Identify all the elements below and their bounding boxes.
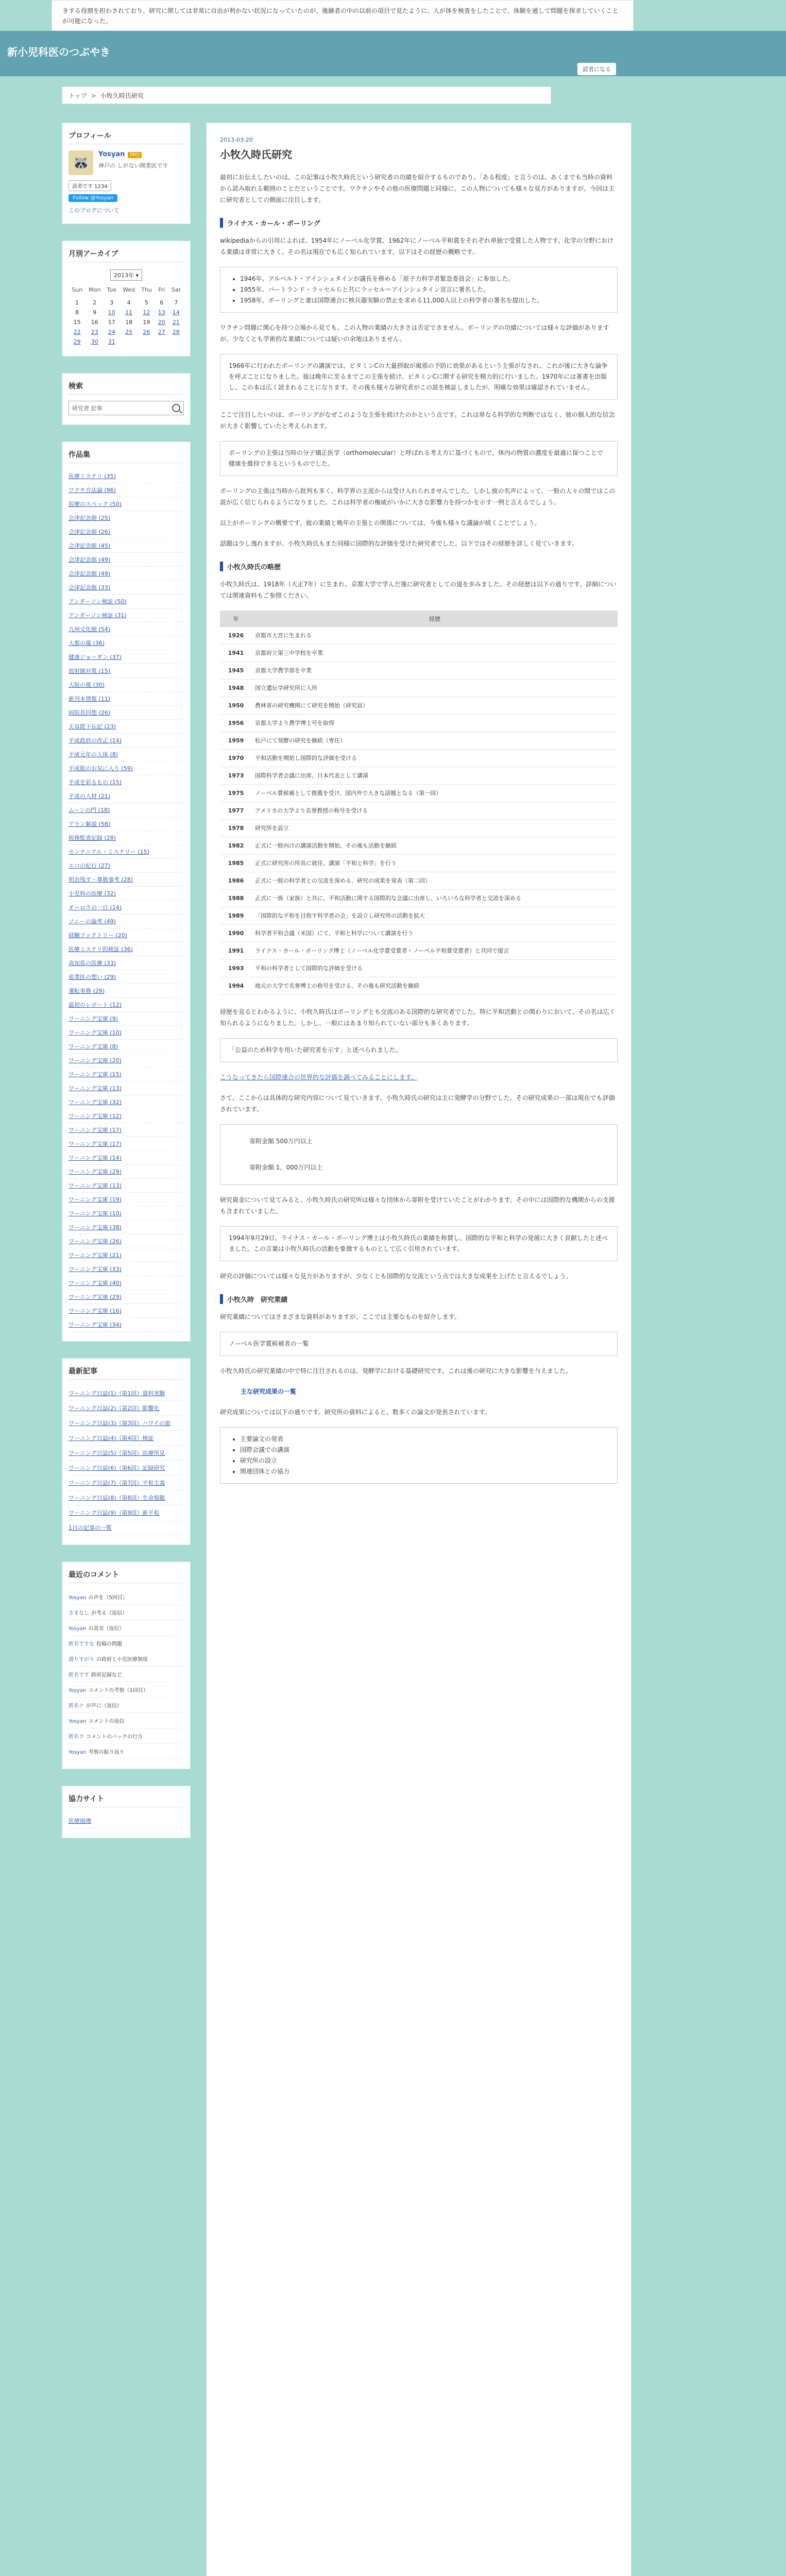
category-item[interactable]: 新刊本情報 (11)	[69, 692, 184, 706]
calendar-day[interactable]: 19	[143, 319, 150, 326]
table-row	[220, 680, 618, 697]
category-item[interactable]: ワーニング宝庫 (17)	[69, 1123, 184, 1137]
category-item[interactable]: 医療ミステリ的検証 (36)	[69, 942, 184, 956]
breadcrumb	[62, 87, 551, 104]
calendar-day[interactable]: 12	[143, 309, 150, 316]
category-list	[69, 469, 184, 1332]
comment-item	[69, 1713, 184, 1728]
paragraph: さて、ここからは具体的な研究内容について見ていきます。小牧久時氏の研究は主に発酵学の分野でした。その研究成果の一部は現在でも評価されています。	[220, 1094, 615, 1113]
table-row	[220, 872, 618, 890]
category-item[interactable]: 税務監査記録 (28)	[69, 831, 184, 845]
comment-author[interactable]: 匿名ナ	[69, 1703, 84, 1709]
calendar-day[interactable]: 11	[125, 309, 133, 316]
calendar-day[interactable]: 14	[172, 309, 180, 316]
support-box	[62, 1786, 191, 1838]
year-cell: 1950	[220, 697, 252, 715]
calendar-day[interactable]: 20	[158, 319, 165, 326]
comment-item	[69, 1589, 184, 1605]
comment-author[interactable]: Yosyan	[69, 1719, 87, 1724]
calendar-day[interactable]: 1	[75, 299, 79, 306]
paragraph: ワクチン問題に関心を持つ立場から見ても、この人物の業績の大きさは否定できません。ポーリングの功績については様々な評価がありますが、少なくとも学術的な業績については疑いの余地はありません。	[220, 324, 609, 343]
category-item[interactable]: ワーニング宝庫 (38)	[69, 1221, 184, 1234]
search-box	[62, 373, 191, 425]
category-item[interactable]: 平成政府の改正 (14)	[69, 734, 184, 748]
category-item[interactable]: ワクチ方法論 (96)	[69, 483, 184, 497]
table-row	[220, 785, 618, 802]
career-cell: 京都市大宮に生まれる	[252, 627, 618, 645]
article	[206, 123, 631, 2576]
year-cell: 1973	[220, 767, 252, 785]
recent-item[interactable]: ワーニング日誌(6)（第6回）記録研究	[69, 1461, 184, 1476]
category-item[interactable]: 運転実務 (29)	[69, 984, 184, 998]
table-row	[220, 942, 618, 960]
calendar-day[interactable]: 7	[174, 299, 178, 306]
top-note: きする役割を担わされており、研究に関しては非常に自由が利かない状況になっていたのが、後継者の中の以前の項目で見たように、人が体を検査をしたことで、体験を通して問題を探求していくことが可能になった。	[52, 0, 634, 31]
paragraph: 以上がポーリングの概要です。彼の業績と晩年の主張との関係については、今後も様々な議論が続くことでしょう。	[220, 519, 541, 527]
support-heading: 協力サイト	[69, 1793, 184, 1807]
category-item[interactable]: ワーニング宝庫 (21)	[69, 1248, 184, 1262]
category-item[interactable]: ワーニング宝庫 (34)	[69, 1318, 184, 1332]
comment-item	[69, 1651, 184, 1667]
year-cell: 1989	[220, 907, 252, 925]
career-cell: 農林省の研究機関にて研究を開始（研究員）	[252, 697, 618, 715]
table-row	[220, 977, 618, 995]
year-cell: 1956	[220, 715, 252, 732]
calendar-day[interactable]: 13	[158, 309, 165, 316]
table-row	[220, 750, 618, 767]
search-input[interactable]	[69, 401, 184, 415]
recent-item[interactable]: ワーニング日誌(4)（第4回）検証	[69, 1431, 184, 1446]
recent-heading: 最新記事	[69, 1366, 184, 1380]
career-cell: 京都大学より農学博士号を取得	[252, 715, 618, 732]
blockquote: 1994年9月29日、ライナス・カール・ポーリング博士は小牧久時氏の業績を称賛し、国際的な平和と科学の発展に大きく貢献したと述べました。この言葉は小牧久時氏の活動を象徴するものとして広く引用されています。	[220, 1226, 618, 1261]
category-item[interactable]: 会津記念館 (25)	[69, 511, 184, 525]
amount-line: 寄附金額 1，000万円以上	[249, 1164, 323, 1171]
recent-item[interactable]: ワーニング日誌(2)（第2回）影響化	[69, 1401, 184, 1416]
twitter-follow-button[interactable]: Follow @Yosyan	[69, 194, 117, 202]
categories-box	[62, 442, 191, 1342]
year-cell: 1941	[220, 645, 252, 662]
category-item[interactable]: アンダーソン検証 (50)	[69, 595, 184, 608]
section-heading: 小牧久時 研究業績	[220, 1294, 618, 1304]
calendar-day	[138, 337, 155, 347]
recent-box	[62, 1358, 191, 1545]
quote-list	[229, 274, 609, 306]
category-item[interactable]: 病院長回想 (26)	[69, 706, 184, 720]
category-item[interactable]: ワーニング宝庫 (19)	[69, 1193, 184, 1207]
paragraph: 研究業績についてはさまざまな資料がありますが、ここでは主要なものを紹介します。	[220, 1313, 460, 1320]
category-item[interactable]: ワーニング宝庫 (13)	[69, 1179, 184, 1193]
career-cell: 科学者平和会議（米国）にて、平和と科学について講演を行う	[252, 925, 618, 942]
recent-item[interactable]: ワーニング日誌(7)（第7回）平和主義	[69, 1476, 184, 1490]
calendar-day[interactable]: 15	[73, 319, 81, 326]
year-cell: 1948	[220, 680, 252, 697]
comment-text[interactable]: コメントの考察（1回目）	[88, 1688, 148, 1693]
year-cell: 1982	[220, 837, 252, 855]
comment-text[interactable]: の政府と小児医療制度	[96, 1657, 148, 1663]
category-item[interactable]: オーロラの一日 (14)	[69, 901, 184, 914]
year-cell: 1985	[220, 855, 252, 872]
category-item[interactable]: 平成の人材 (21)	[69, 789, 184, 803]
calendar-day[interactable]: 9	[93, 309, 97, 316]
comment-item	[69, 1728, 184, 1744]
recent-item[interactable]: ワーニング日誌(9)（第9回）新平和	[69, 1505, 184, 1520]
category-item[interactable]: ワーニング宝庫 (14)	[69, 1151, 184, 1165]
blockquote: ノーベル医学賞候補者の一覧	[220, 1332, 618, 1356]
comment-item	[69, 1605, 184, 1620]
recent-item[interactable]: ワーニング日誌(1)（第1回）資料実験	[69, 1386, 184, 1401]
calendar-day[interactable]: 22	[73, 329, 81, 335]
category-item[interactable]: ワーニング宝庫 (16)	[69, 1304, 184, 1318]
history-table	[220, 611, 618, 995]
list-item: • 1946年、アルベルト・アインシュタインが議長を務める「原子力科学者緊急委員会」に参加した。	[240, 274, 609, 284]
paragraph: ポーリングの主張は当時から批判も多く、科学界の主流からは受け入れられませんでした。しかし彼の名声によって、一般の人々の間ではこの説が広く信じられるようになりました。これは科学者の権威がいかに大きな影響力を持つかを示す一例と言えるでしょう。	[220, 487, 616, 506]
blockquote: ポーリングの主張は当時の分子矯正医学（orthomolecular）と呼ばれる考え方に基づくもので、体内の物質の濃度を最適に保つことで健康を維持できるというものでした。	[220, 441, 618, 476]
career-cell: 国際科学者会議に出席、日本代表として講演	[252, 767, 618, 785]
category-item[interactable]: ワーニング宝庫 (9)	[69, 1012, 184, 1026]
category-item[interactable]: 天皇陛下伝記 (23)	[69, 720, 184, 734]
list-item: • 研究所の設立	[240, 1455, 609, 1466]
year-cell: 1977	[220, 802, 252, 820]
comment-author[interactable]: Yosyan	[69, 1595, 87, 1601]
profile-box	[62, 123, 191, 224]
recent-list	[69, 1386, 184, 1535]
career-cell: 「国際的な平和を目指す科学者の会」を設立し研究所の活動を拡大	[252, 907, 618, 925]
comment-text[interactable]: が考え（返信）	[91, 1611, 127, 1616]
weekday-header: Thu	[141, 286, 152, 293]
category-item[interactable]: ムーンの門 (18)	[69, 803, 184, 817]
paragraph: 話題は少し逸れますが、小牧久時氏もまた同様に国際的な評価を受けた研究者でした。以下ではその経歴を詳しく見ていきます。	[220, 540, 578, 547]
category-item[interactable]: アンダーソン検証 (31)	[69, 608, 184, 622]
recent-item[interactable]: ワーニング日誌(8)（第8回）生命規範	[69, 1490, 184, 1505]
category-item[interactable]: ワーニング宝庫 (15)	[69, 1067, 184, 1081]
table-header-year: 年	[220, 611, 252, 627]
category-item[interactable]: ワーニング宝庫 (17)	[69, 1137, 184, 1151]
comment-text[interactable]: 投稿の問題	[96, 1641, 122, 1647]
year-cell: 1986	[220, 872, 252, 890]
calendar	[69, 285, 184, 347]
year-cell: 1991	[220, 942, 252, 960]
avatar[interactable]: 🦝	[69, 150, 93, 175]
year-cell: 1994	[220, 977, 252, 995]
blockquote	[220, 1124, 618, 1185]
calendar-day[interactable]: 8	[75, 309, 79, 316]
paragraph: ここで注目したいのは、ポーリングがなぜこのような主張を続けたのかという点です。これは単なる科学的な判断ではなく、彼の個人的な信念が大きく影響していたと考えられます。	[220, 411, 615, 430]
comment-author[interactable]: Yosyan	[69, 1750, 87, 1755]
paragraph: 研究資金について見てみると、小牧久時氏の研究所は様々な団体から寄附を受けていたことがわかります。その中には国際的な機関からの支援も含まれていました。	[220, 1196, 615, 1215]
calendar-day[interactable]: 23	[91, 329, 98, 335]
year-cell: 1978	[220, 820, 252, 837]
category-item[interactable]: 会津記念館 (49)	[69, 567, 184, 581]
profile-name[interactable]: Yosyan	[98, 150, 125, 158]
career-cell: 正式に一般の科学者との交流を深める、研究の成果を発表（第二回）	[252, 872, 618, 890]
profile-heading: プロフィール	[69, 130, 184, 144]
table-row	[220, 907, 618, 925]
profile-row	[69, 150, 184, 175]
category-item[interactable]: ワーニング宝庫 (32)	[69, 1095, 184, 1109]
comment-author[interactable]: 匿名ですな	[69, 1641, 94, 1647]
sidebar	[62, 123, 191, 1855]
category-item[interactable]: 明治残す・尊敬事考 (28)	[69, 873, 184, 887]
comment-item	[69, 1667, 184, 1682]
category-item[interactable]: 会津記念館 (49)	[69, 553, 184, 567]
list-item: • 主要論文の発表	[240, 1434, 609, 1445]
table-row	[220, 890, 618, 907]
year-cell: 1970	[220, 750, 252, 767]
paragraph: wikipediaからの引用によれば、1954年にノーベル化学賞、1962年にノーベル平和賞をそれぞれ単独で受賞した人物です。化学の分野における業績は非常に大きく、その名は現在でも広く知られています。以下はその経歴の概略です。	[220, 237, 614, 256]
category-item[interactable]: 会津記念館 (33)	[69, 581, 184, 595]
follow-button[interactable]: 読者です 1234	[69, 180, 111, 191]
category-item[interactable]: 産業医の想い (29)	[69, 970, 184, 984]
paragraph: 小牧久時氏は、1918年（大正7年）に生まれ、京都大学で学んだ後に研究者としての道を歩みました。その経歴は以下の通りです。詳細については関連資料もご参照ください。	[220, 581, 617, 599]
calendar-day[interactable]: 6	[160, 299, 164, 306]
category-item[interactable]: ワーニング宝庫 (40)	[69, 1276, 184, 1290]
comment-text[interactable]: 考察の振り返り	[88, 1750, 125, 1755]
inline-link[interactable]: こうなってきたら国際連合の世界的な評価を調べてみることにします。	[220, 1074, 418, 1081]
category-item[interactable]: 医療のスペック (50)	[69, 497, 184, 511]
blockquote: 1966年に行われたポーリングの講演では、ビタミンCの大量摂取が風邪の予防に効果があるという主張がなされ、これが後に大きな論争を呼ぶことになりました。彼は晩年に至るまでこの主張を続け、ビタミンCに関する研究を精力的に行いました。1970年には著書を出版し、この本は広く読まれることになります。その後も様々な研究者がこの説を検証しましたが、明確な効果は確認されていません。	[220, 354, 618, 400]
category-item[interactable]: 大阪の風 (30)	[69, 678, 184, 692]
intro-paragraph: 最初にお伝えしたいのは、この記事は小牧久時氏という研究者の功績を紹介するものであり、「ある程度」と言うのは、あくまでも当時の資料から読み取れる範囲のことだということです。ワクチンやその他の医療問題と同様に、この人物についても様々な見方がありますが、今回は主に研究者としての側面に注目します。	[220, 174, 615, 204]
calendar-day[interactable]: 18	[125, 319, 133, 326]
paragraph: 小牧久時氏の研究業績の中で特に注目されるのは、発酵学における基礎研究です。これは後の研究に大きな影響を与えました。	[220, 1367, 572, 1375]
table-row	[220, 715, 618, 732]
quote-list	[229, 1434, 609, 1477]
category-item[interactable]: アラン解説 (58)	[69, 817, 184, 831]
list-item: • 国際会議での講演	[240, 1445, 609, 1455]
calendar-day[interactable]: 29	[73, 338, 81, 345]
sub-heading: 主な研究成果の一覧	[241, 1388, 297, 1395]
archive-box	[62, 241, 191, 357]
table-row	[220, 767, 618, 785]
career-cell: 国立遺伝学研究所に入所	[252, 680, 618, 697]
pro-badge: PRO	[128, 152, 142, 158]
comment-text[interactable]: の真実（返信）	[88, 1626, 125, 1632]
table-row	[220, 837, 618, 855]
category-item[interactable]: ワーニング宝庫 (29)	[69, 1290, 184, 1304]
calendar-day[interactable]: 21	[172, 319, 180, 326]
category-item[interactable]: 高知県の医療 (33)	[69, 956, 184, 970]
list-item: • 関連団体との協力	[240, 1466, 609, 1477]
search-icon[interactable]	[172, 404, 180, 412]
career-cell: アメリカの大学より名誉教授の称号を受ける	[252, 802, 618, 820]
category-item[interactable]: ワーニング宝庫 (26)	[69, 1234, 184, 1248]
list-item: • 1958年、ポーリングと妻は国際連合に核兵器実験の禁止を求める11,000人以上の科学者の署名を提出した。	[240, 295, 609, 306]
comment-author[interactable]: さまなし	[69, 1611, 89, 1616]
calendar-day[interactable]: 25	[125, 329, 133, 335]
career-cell: 正式に研究所の所長に就任、講演「平和と科学」を行う	[252, 855, 618, 872]
calendar-day[interactable]: 2	[93, 299, 97, 306]
category-item[interactable]: ワーニング宝庫 (10)	[69, 1026, 184, 1040]
calendar-day[interactable]: 3	[110, 299, 114, 306]
comment-text[interactable]: コメントのバックの行方	[86, 1734, 143, 1740]
comment-item	[69, 1698, 184, 1713]
paragraph: 研究の評価については様々な見方がありますが、少なくとも国際的な交流という点では大きな成果を上げたと言えるでしょう。	[220, 1273, 572, 1280]
year-cell: 1945	[220, 662, 252, 680]
category-item[interactable]: ワーニング宝庫 (12)	[69, 1109, 184, 1123]
year-cell: 1959	[220, 732, 252, 750]
comments-heading: 最近のコメント	[69, 1569, 184, 1583]
category-item[interactable]: ワーニング宝庫 (29)	[69, 1165, 184, 1179]
career-cell: ライナス・カール・ポーリング博士（ノーベル化学賞受賞者・ノーベル平和賞受賞者）と共同で提言	[252, 942, 618, 960]
breadcrumb-separator: >	[91, 92, 96, 99]
archive-heading: 月別アーカイブ	[69, 248, 184, 262]
paragraph: 経歴を見るとわかるように、小牧久時氏はポーリングとも交流のある国際的な研究者でした。特に平和活動との関わりにおいて、その名は広く知られるようになりました。しかし、一般にはあまり知られていない部分も多くあります。	[220, 1008, 616, 1027]
recent-item[interactable]: 1日の記事の一覧	[69, 1520, 184, 1535]
calendar-day[interactable]: 31	[108, 338, 115, 345]
table-row	[220, 925, 618, 942]
calendar-day	[119, 337, 138, 347]
weekday-header: Sun	[72, 286, 83, 293]
section-heading: ライナス・カール・ポーリング	[220, 218, 618, 228]
list-item: • 1955年、バートランド・ラッセルらと共にラッセル＝アインシュタイン宣言に署名した。	[240, 284, 609, 295]
comment-item	[69, 1636, 184, 1651]
calendar-day[interactable]: 30	[91, 338, 98, 345]
year-select[interactable]: 2013年 ▾	[110, 269, 142, 281]
comment-text[interactable]: が声に（返信）	[86, 1703, 122, 1709]
table-row	[220, 627, 618, 645]
blockquote	[220, 267, 618, 313]
category-item[interactable]: 会津記念館 (45)	[69, 539, 184, 553]
comment-author[interactable]: Yosyan	[69, 1688, 87, 1693]
career-cell: 平和活動を開始し国際的な評価を受ける	[252, 750, 618, 767]
calendar-day[interactable]: 4	[127, 299, 131, 306]
about-blog-link[interactable]: このブログについて	[69, 207, 119, 214]
categories-heading: 作品集	[69, 449, 184, 463]
category-item[interactable]: 小児科の医療 (32)	[69, 887, 184, 901]
career-cell: 平和の科学者として国際的な評価を受ける	[252, 960, 618, 977]
table-row	[220, 645, 618, 662]
comment-item	[69, 1744, 184, 1759]
career-cell: ノーベル賞候補として推薦を受け、国内外で大きな話題となる（第一回）	[252, 785, 618, 802]
table-row	[220, 732, 618, 750]
category-item[interactable]: ワーニング宝庫 (33)	[69, 1262, 184, 1276]
category-item[interactable]: 最初のレポート (12)	[69, 998, 184, 1012]
calendar-day[interactable]: 16	[91, 319, 98, 326]
post-date[interactable]: 2013-03-20	[220, 137, 253, 143]
comment-text[interactable]: コメントの返信	[88, 1719, 125, 1724]
category-item[interactable]: ワーニング宝庫 (20)	[69, 1054, 184, 1067]
career-cell: 正式に一族（家族）と共に、平和活動に関する国際的な会議に出席し、いろいろな科学者と交流を深める	[252, 890, 618, 907]
weekday-header: Tue	[107, 286, 117, 293]
weekday-header: Wed	[123, 286, 135, 293]
calendar-day[interactable]: 10	[108, 309, 115, 316]
career-cell: 京都府立第三中学校を卒業	[252, 645, 618, 662]
profile-description: 神戸の しがない開業医です	[98, 162, 168, 169]
comment-item	[69, 1620, 184, 1636]
table-row	[220, 960, 618, 977]
year-cell: 1993	[220, 960, 252, 977]
post-title[interactable]: 小牧久時氏研究	[220, 148, 292, 161]
calendar-day	[168, 337, 184, 347]
calendar-day[interactable]: 17	[108, 319, 115, 326]
recent-item[interactable]: ワーニング日誌(3)（第3回）ハワイの旅	[69, 1416, 184, 1431]
category-item[interactable]: ワーニング宝庫 (10)	[69, 1207, 184, 1221]
category-item[interactable]: 経験ファクトリー (20)	[69, 928, 184, 942]
category-item[interactable]: 平成を彩るもの (15)	[69, 775, 184, 789]
comments-box	[62, 1562, 191, 1769]
career-cell: 松戸にて発酵の研究を継続（専任）	[252, 732, 618, 750]
comment-list	[69, 1589, 184, 1759]
weekday-header: Fri	[158, 286, 165, 293]
table-row	[220, 855, 618, 872]
breadcrumb-current: 小牧久時氏研究	[100, 92, 144, 99]
search-query: 研究者 記事	[72, 405, 102, 412]
category-item[interactable]: 放射線対策 (15)	[69, 664, 184, 678]
comment-item	[69, 1682, 184, 1698]
paragraph: 研究成果については以下の通りです。研究所の資料によると、数多くの論文が発表されています。	[220, 1409, 491, 1416]
table-header-career: 経歴	[252, 611, 618, 627]
category-item[interactable]: 九州文化館 (54)	[69, 622, 184, 636]
site-title[interactable]: 新小児科医のつぶやき	[7, 46, 110, 58]
blockquote	[220, 1427, 618, 1484]
category-item[interactable]: ソニーの論考 (49)	[69, 914, 184, 928]
category-item[interactable]: 会津記念館 (26)	[69, 525, 184, 539]
category-item[interactable]: ワーニング宝庫 (13)	[69, 1081, 184, 1095]
support-link[interactable]: 医療崩壊	[69, 1814, 184, 1828]
category-item[interactable]: 大都の風 (36)	[69, 636, 184, 650]
career-cell: 正式に一般向けの講演活動を開始、その後も活動を継続	[252, 837, 618, 855]
comment-text[interactable]: の声を（5回目）	[88, 1595, 128, 1601]
amount-line: 寄附金額 500万円以上	[249, 1138, 313, 1145]
search-heading: 検索	[69, 381, 184, 395]
career-cell: 京都大学農学部を卒業	[252, 662, 618, 680]
table-row	[220, 802, 618, 820]
calendar-day[interactable]: 26	[143, 329, 150, 335]
comment-author[interactable]: Yosyan	[69, 1626, 87, 1632]
comment-author[interactable]: 匿名です	[69, 1672, 89, 1678]
weekday-header: Sat	[171, 286, 181, 293]
category-item[interactable]: エコの紀行 (27)	[69, 859, 184, 873]
recent-item[interactable]: ワーニング日誌(5)（第5回）医療所見	[69, 1446, 184, 1461]
category-item[interactable]: センテニアル・ミステリー (15)	[69, 845, 184, 859]
calendar-day[interactable]: 27	[158, 329, 165, 335]
comment-text[interactable]: 政府記録など	[91, 1672, 122, 1678]
category-item[interactable]: 医療ミステリ (35)	[69, 469, 184, 483]
year-cell: 1988	[220, 890, 252, 907]
career-cell: 研究所を設立	[252, 820, 618, 837]
year-cell: 1975	[220, 785, 252, 802]
category-item[interactable]: 平成元年の人体 (8)	[69, 748, 184, 761]
blockquote: 「公益のため科学を用いた研究者を示す」と述べられました。	[220, 1038, 618, 1062]
table-row	[220, 697, 618, 715]
subscribe-button[interactable]: 読者になる	[577, 63, 616, 75]
career-cell: 地元の大学で名誉博士の称号を受ける、その後も研究活動を継続	[252, 977, 618, 995]
category-item[interactable]: ワーニング宝庫 (8)	[69, 1040, 184, 1054]
table-row	[220, 662, 618, 680]
comment-author[interactable]: 匿名ラ	[69, 1734, 84, 1740]
section-heading: 小牧久時氏の略歴	[220, 562, 618, 571]
year-cell: 1990	[220, 925, 252, 942]
comment-author[interactable]: 通りすがり	[69, 1657, 94, 1663]
weekday-header: Mon	[89, 286, 101, 293]
site-header	[0, 31, 786, 76]
category-item[interactable]: 健康ジョーダン (37)	[69, 650, 184, 664]
category-item[interactable]: 平成版のお気に入り (59)	[69, 761, 184, 775]
table-row	[220, 820, 618, 837]
calendar-day[interactable]: 5	[144, 299, 148, 306]
calendar-day	[155, 337, 168, 347]
calendar-day[interactable]: 24	[108, 329, 115, 335]
calendar-day[interactable]: 28	[172, 329, 180, 335]
year-cell: 1926	[220, 627, 252, 645]
breadcrumb-home[interactable]: トップ	[69, 92, 87, 99]
